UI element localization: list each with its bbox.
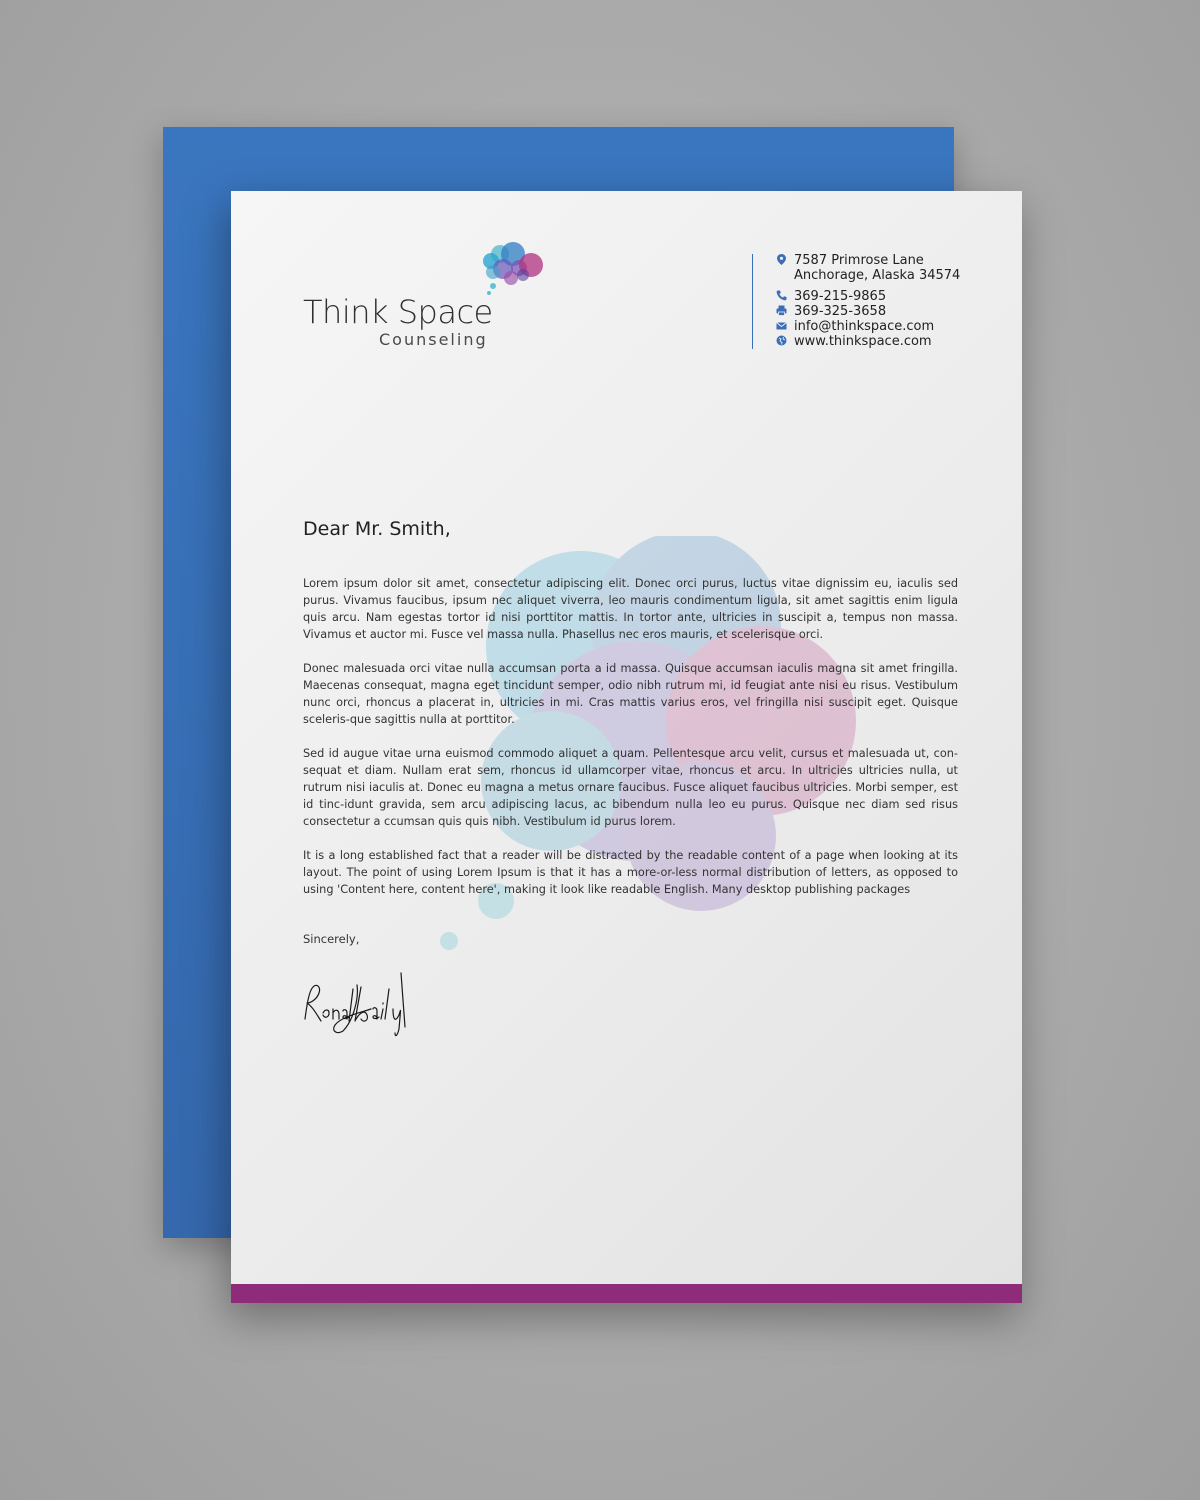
fax — [776, 304, 1006, 319]
location-pin-icon — [776, 254, 787, 265]
letterhead-page — [231, 191, 1022, 1303]
email — [776, 319, 1006, 334]
website-url[interactable]: www.thinkspace.com — [794, 334, 932, 349]
globe-icon — [776, 335, 787, 346]
closing: Sincerely, — [303, 932, 360, 946]
email-icon — [776, 320, 787, 331]
paragraph: Donec malesuada orci vitae nulla accumsan porta a id massa. Quisque accumsan iaculis magna sit amet fringilla. Maecenas consequat, magna eget tincidunt semper, odio nibh rutrum mi, id feugiat ante nisi eu risus. Vestibulum nunc orci, rhoncus a placerat in, ultricies in mi. Cras mattis varius eros, vel fringilla nisi suscipit eget. Quisque sceleris-que sagittis nulla at porttitor. — [303, 662, 958, 726]
letter-body — [303, 575, 958, 915]
phone — [776, 289, 1006, 304]
address-line-2: Anchorage, Alaska 34574 — [794, 268, 961, 283]
paragraph: It is a long established fact that a reader will be distracted by the readable content of a page when looking at its layout. The point of using Lorem Ipsum is that it has a more-or-less normal distribution of letters, as opposed to using 'Content here, content here', making it look like readable English. Many desktop publishing packages — [303, 849, 958, 896]
salutation: Dear Mr. Smith, — [303, 518, 451, 540]
contact-divider — [752, 254, 753, 349]
contact-block — [776, 253, 1006, 349]
address — [776, 253, 1006, 283]
address-line-1: 7587 Primrose Lane — [794, 253, 924, 268]
phone-number: 369-215-9865 — [794, 289, 887, 304]
footer-bar — [231, 1284, 1022, 1303]
logo-name: Think Space — [303, 293, 493, 331]
paragraph: Lorem ipsum dolor sit amet, consectetur adipiscing elit. Donec orci purus, luctus vitae dignissim eu, iaculis sed purus. Vivamus faucibus, ipsum nec aliquet viverra, leo mauris condimentum ligula, sit amet sagittis enim ligula quis arcu. Nam egestas tortor id nisi porttitor mattis. In tortor ante, ultricies in suscipit a, tempus non massa. Vivamus et auctor mi. Fusce vel massa nulla. Phasellus nec eros mauris, et scelerisque orci. — [303, 577, 958, 641]
email-address[interactable]: info@thinkspace.com — [794, 319, 935, 334]
website — [776, 334, 1006, 349]
paragraph: Sed id augue vitae urna euismod commodo aliquet a quam. Pellentesque arcu velit, cursus et malesuada ut, con-sequat et diam. Nullam erat sem, rhoncus id ullamcorper vitae, rhoncus et arcu. In ultricies ultricies nulla, ut rutrum nisi iaculis at. Donec eu magna a metus ornare faucibus. Fusce aliquet faucibus ultricies. Morbi semper, est id tinc-idunt gravida, sem arcu adipiscing lacus, ac bibendum nulla leo eu purus. Quisque nec diam sed risus consectetur a ccumsan quis quis nibh. Vestibulum id purus lorem. — [303, 747, 958, 828]
fax-icon — [776, 305, 787, 316]
fax-number: 369-325-3658 — [794, 304, 887, 319]
logo-subtitle: Counseling — [379, 330, 488, 349]
phone-icon — [776, 290, 787, 301]
company-logo — [303, 241, 553, 351]
signature — [301, 969, 411, 1039]
